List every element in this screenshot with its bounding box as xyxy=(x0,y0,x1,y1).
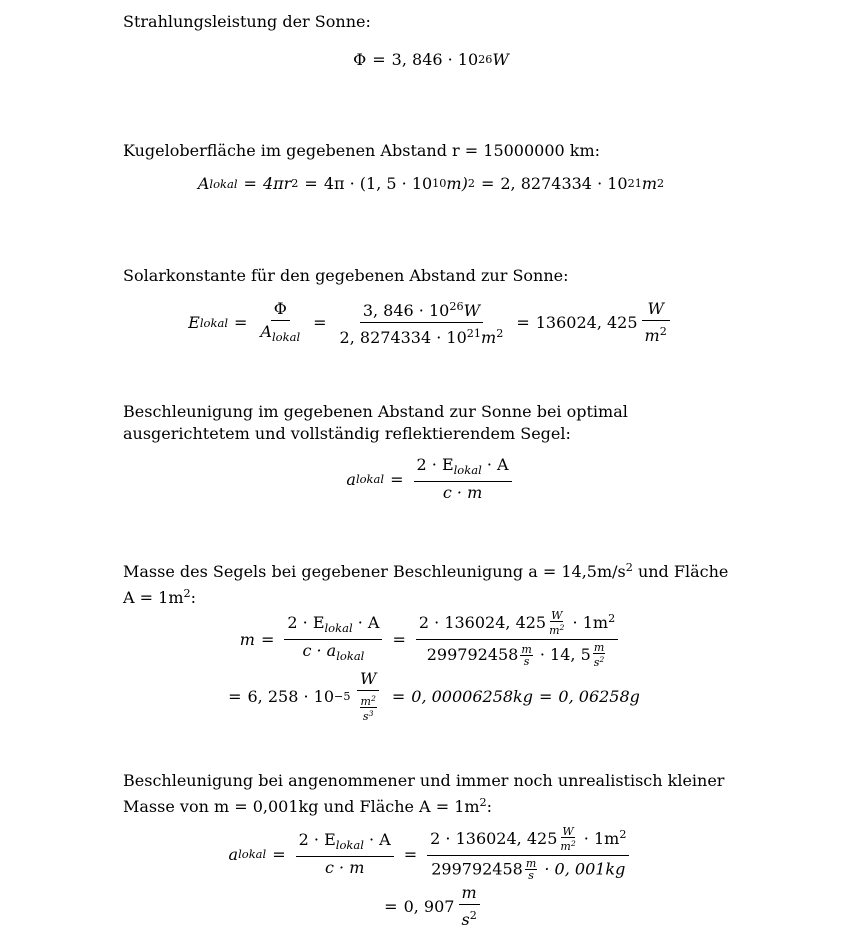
unit-m-small-sq: 2 xyxy=(559,623,565,633)
unit-w-small2: W xyxy=(562,825,574,839)
section-5-part1: Masse des Segels bei gegebener Beschleunigung a = 14,5m/s xyxy=(123,562,626,582)
eq-l-result: 0, 907 xyxy=(403,897,455,917)
eq-l-symbol: a xyxy=(228,844,239,864)
unit-m-final: m xyxy=(459,884,480,905)
unit-m: m xyxy=(644,326,660,346)
unit-s2-sq: 2 xyxy=(599,655,605,665)
eq-acc-symbol: a xyxy=(346,469,356,489)
frac-phi-over-a xyxy=(257,300,303,346)
frac-acc xyxy=(414,456,512,502)
unit-s2: s xyxy=(593,656,600,670)
frac-l-num-value: 2 · 136024, 425 xyxy=(430,829,558,849)
eq-sign: = xyxy=(480,174,495,193)
frac-mass-num-tail2: · 1m xyxy=(567,613,609,633)
eq-mass-result2: 0, 00006258kg xyxy=(411,687,533,707)
frac-mass-num-value: 2 · 136024, 425 xyxy=(418,613,547,633)
unit-w: W xyxy=(647,299,664,319)
eq-area-exp: 10 xyxy=(432,177,447,190)
section-3-text xyxy=(123,265,743,287)
eq-phi-unit: W xyxy=(492,50,509,69)
frac-den-unit: m xyxy=(481,328,497,348)
section-5-sup1: 2 xyxy=(625,561,633,574)
eq-area-sq: 2 xyxy=(291,177,299,190)
eq-sign: = xyxy=(384,897,398,917)
unit-s-nested-exp: 3 xyxy=(368,709,374,719)
eq-e-sub: lokal xyxy=(199,315,229,330)
eq-sign: = xyxy=(516,313,530,333)
eq-acc-sub: lokal xyxy=(355,472,385,487)
section-4-text xyxy=(123,401,743,445)
frac-mass-den-c: 299792458 xyxy=(426,645,519,665)
unit-w-small: W xyxy=(551,609,563,623)
unit-s-final-sq: 2 xyxy=(469,909,477,922)
equation-accel-light-result xyxy=(0,884,862,929)
frac-l-num-sub: lokal xyxy=(335,838,364,853)
section-6-text xyxy=(123,770,743,818)
eq-sign: = xyxy=(243,174,257,193)
equation-mass-result xyxy=(0,670,862,723)
frac-l-num-sq: 2 xyxy=(619,828,627,841)
eq-sign: = xyxy=(228,687,242,707)
frac-num-unit: W xyxy=(463,301,481,321)
frac-unit-w-m2-s3 xyxy=(355,670,382,723)
section-5-part3: : xyxy=(190,588,196,608)
unit-m-nested: m xyxy=(360,695,371,709)
section-5-part2: und Fläche A = 1m xyxy=(123,562,729,608)
eq-area-result-exp: 21 xyxy=(627,177,642,190)
eq-area-4pir: 4πr xyxy=(262,174,292,193)
frac-l-num-tail: · A xyxy=(363,830,391,850)
section-3-label: Solarkonstante für den gegebenen Abstand zur Sonne: xyxy=(123,266,569,285)
frac-den: A xyxy=(260,321,272,341)
eq-area-result-unit: m xyxy=(641,174,658,193)
eq-mass-result1: 6, 258 · 10 xyxy=(247,687,335,707)
eq-area-result-sq: 2 xyxy=(657,177,665,190)
frac-l-num-tail2: · 1m xyxy=(578,829,620,849)
eq-sign: = xyxy=(403,844,418,864)
frac-num-exp: 26 xyxy=(449,300,464,313)
unit-s: s xyxy=(523,654,530,668)
equation-sphere-area xyxy=(0,174,862,193)
unit-s-final: s xyxy=(461,910,470,930)
frac-accel-light-values xyxy=(427,826,629,882)
equation-mass xyxy=(0,610,862,670)
section-6-part2: : xyxy=(486,797,493,817)
unit-s-nested: s xyxy=(362,710,369,724)
eq-mass-result1-exp: −5 xyxy=(334,690,351,704)
frac-mass xyxy=(284,614,382,665)
section-2-text xyxy=(123,140,743,162)
section-6-part1: Beschleunigung bei angenommener und immer noch unrealistisch kleiner Masse von m = 0,001kg und Fläche A = 1m xyxy=(123,771,725,817)
unit-m-nested-sq: 2 xyxy=(370,694,376,703)
eq-mass-result3: 0, 06258g xyxy=(558,687,640,707)
frac-acc-den: c · m xyxy=(442,483,483,503)
section-2-label: Kugeloberfläche im gegebenen Abstand r = 15000000 km: xyxy=(123,141,601,160)
eq-sign: = xyxy=(313,313,327,333)
unit-m-over2: m xyxy=(593,641,605,655)
section-5-sup2: 2 xyxy=(183,587,191,601)
frac-mass-num: 2 · E xyxy=(287,613,325,633)
frac-num-value: 3, 846 · 10 xyxy=(362,301,450,321)
equation-solar-constant xyxy=(0,298,862,347)
unit-m-over: m xyxy=(521,642,532,656)
unit-m-over3: m xyxy=(525,857,537,871)
eq-area-m: m) xyxy=(446,174,468,193)
section-1-label: Strahlungsleistung der Sonne: xyxy=(123,12,371,31)
eq-sign: = xyxy=(390,469,404,489)
frac-unit-m-s2 xyxy=(458,884,479,929)
unit-m-small: m xyxy=(549,624,560,638)
eq-area-sq2: 2 xyxy=(467,177,475,190)
frac-den-value: 2, 8274334 · 10 xyxy=(339,328,467,348)
eq-sign: = xyxy=(392,630,406,650)
eq-m-symbol: m xyxy=(239,630,255,650)
unit-m-small2-sq: 2 xyxy=(570,839,576,849)
section-5-text xyxy=(123,557,743,609)
eq-sign: = xyxy=(539,687,553,707)
frac-mass-num-sq: 2 xyxy=(608,612,616,625)
frac-acc-num-tail: · A xyxy=(481,455,509,474)
eq-sign: = xyxy=(372,50,386,69)
eq-sign: = xyxy=(234,313,248,333)
eq-phi-symbol: Φ xyxy=(353,50,367,69)
eq-phi-exponent: 26 xyxy=(478,53,493,66)
unit-w-big: W xyxy=(357,670,379,691)
frac-den-sub: lokal xyxy=(271,329,301,344)
section-4-label: Beschleunigung im gegebenen Abstand zur Sonne bei optimal ausgerichtetem und vollständig reflektierendem Segel: xyxy=(123,402,628,443)
frac-l-den-c: 299792458 xyxy=(431,859,523,879)
frac-den-exp: 21 xyxy=(466,327,482,341)
frac-acc-num: 2 · E xyxy=(416,455,454,474)
frac-l-den: c · m xyxy=(324,858,365,878)
unit-s3: s xyxy=(528,869,534,883)
frac-l-den-m: · 0, 001kg xyxy=(539,859,626,879)
eq-sign: = xyxy=(304,174,318,193)
section-1-text xyxy=(123,11,743,33)
frac-unit-w-m2 xyxy=(642,300,670,345)
eq-area-result: 2, 8274334 · 10 xyxy=(500,174,628,193)
eq-area-sub: lokal xyxy=(209,176,238,191)
frac-acc-num-sub: lokal xyxy=(453,463,482,478)
eq-sign: = xyxy=(272,844,286,864)
eq-e-symbol: E xyxy=(188,313,200,333)
unit-m-small2: m xyxy=(560,840,571,854)
frac-num: Φ xyxy=(273,298,287,318)
equation-accel-light xyxy=(0,826,862,882)
frac-l-num: 2 · E xyxy=(298,830,336,850)
unit-m-sq: 2 xyxy=(659,325,667,339)
eq-phi-value: 3, 846 · 10 xyxy=(391,50,479,69)
frac-den-sq: 2 xyxy=(496,327,504,341)
frac-mass-num-tail: · A xyxy=(352,613,380,633)
frac-accel-light xyxy=(296,831,394,877)
frac-mass-den: c · a xyxy=(302,641,337,661)
frac-values xyxy=(337,298,507,347)
equation-radiant-power xyxy=(0,50,862,69)
frac-mass-den-a: · 14, 5 xyxy=(534,645,591,665)
eq-sign: = xyxy=(260,630,275,650)
frac-mass-den-sub: lokal xyxy=(336,649,365,664)
section-6-sup1: 2 xyxy=(479,796,487,809)
frac-mass-num-sub: lokal xyxy=(324,621,353,636)
eq-area-symbol: A xyxy=(197,174,210,193)
equation-acceleration xyxy=(0,456,862,502)
eq-e-result: 136024, 425 xyxy=(535,313,638,333)
eq-sign: = xyxy=(391,687,406,707)
frac-mass-values xyxy=(416,610,618,670)
eq-area-expr: 4π · (1, 5 · 10 xyxy=(323,174,433,193)
eq-l-sub: lokal xyxy=(238,847,267,862)
